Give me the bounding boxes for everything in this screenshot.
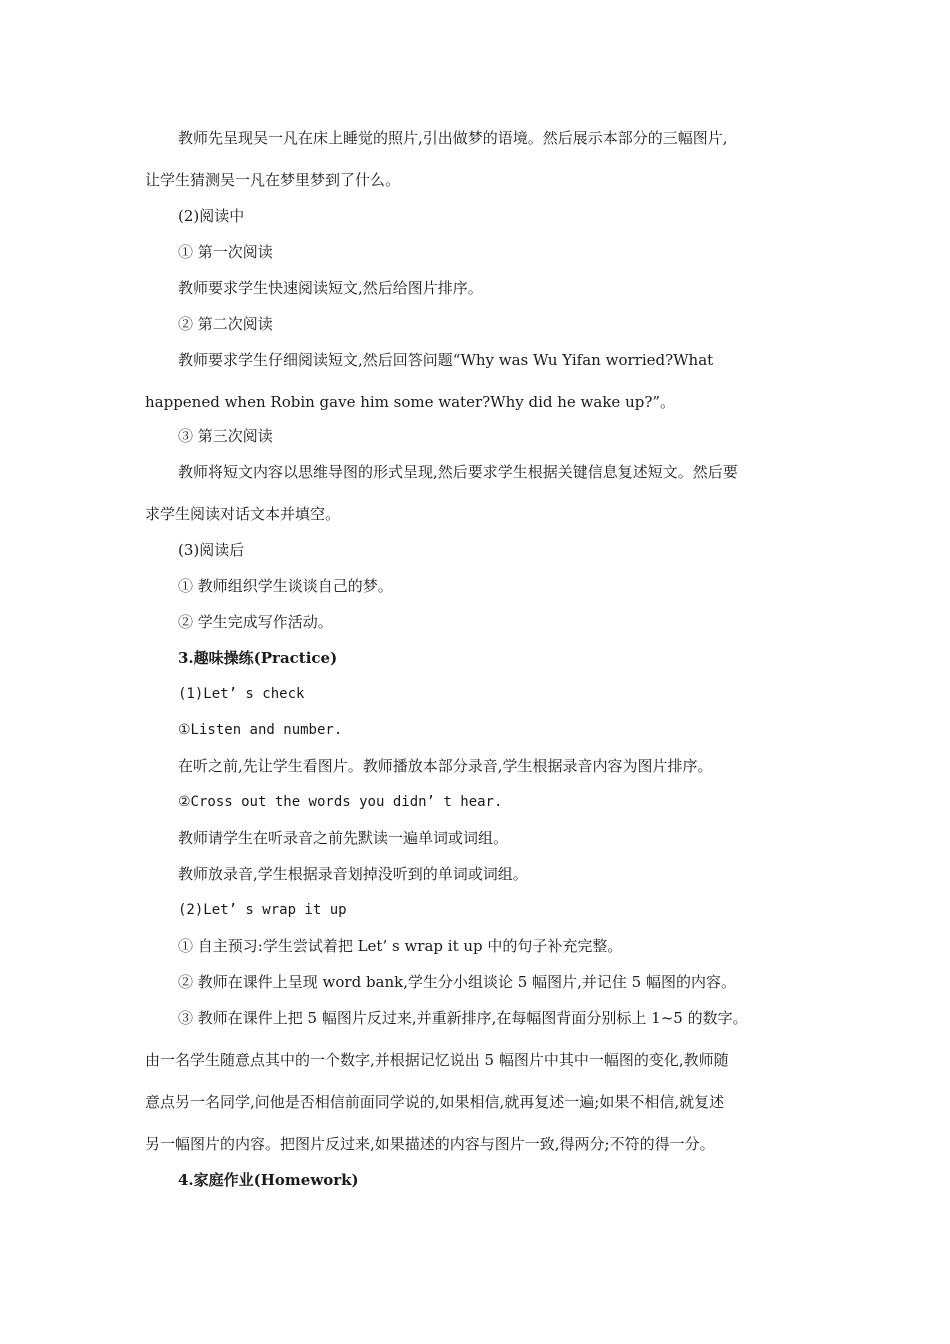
wrap-item-3-line-2: 由一名学生随意点其中的一个数字,并根据记忆说出 5 幅图片中其中一幅图的变化,教师随 xyxy=(145,1051,729,1069)
first-reading-label: ① 第一次阅读 xyxy=(178,243,273,261)
third-reading-label: ③ 第三次阅读 xyxy=(178,427,273,445)
section-3-title: 3.趣味操练(Practice) xyxy=(178,649,338,667)
paragraph-1-line-2: 让学生猜测吴一凡在梦里梦到了什么。 xyxy=(145,171,401,189)
wrap-item-3-line-1: ③ 教师在课件上把 5 幅图片反过来,并重新排序,在每幅图背面分别标上 1~5 的数字。 xyxy=(178,1009,748,1027)
section-4-title: 4.家庭作业(Homework) xyxy=(178,1171,359,1189)
heading-while-reading: (2)阅读中 xyxy=(178,207,245,225)
paragraph-1-line-1: 教师先呈现吴一凡在床上睡觉的照片,引出做梦的语境。然后展示本部分的三幅图片, xyxy=(178,129,728,147)
listen-number-instruction: ①Listen and number. xyxy=(178,722,343,738)
cross-out-text-2: 教师放录音,学生根据录音划掉没听到的单词或词组。 xyxy=(178,865,528,883)
wrap-item-2: ② 教师在课件上呈现 word bank,学生分小组谈论 5 幅图片,并记住 5 幅图的内容。 xyxy=(178,973,736,991)
second-reading-label: ② 第二次阅读 xyxy=(178,315,273,333)
listen-number-text: 在听之前,先让学生看图片。教师播放本部分录音,学生根据录音内容为图片排序。 xyxy=(178,757,713,775)
after-reading-item-2: ② 学生完成写作活动。 xyxy=(178,613,333,631)
cross-out-text-1: 教师请学生在听录音之前先默读一遍单词或词组。 xyxy=(178,829,509,847)
third-reading-text-line-1: 教师将短文内容以思维导图的形式呈现,然后要求学生根据关键信息复述短文。然后要 xyxy=(178,463,738,481)
lets-wrap-heading: (2)Let’ s wrap it up xyxy=(178,902,347,918)
third-reading-text-line-2: 求学生阅读对话文本并填空。 xyxy=(145,505,341,523)
cross-out-instruction: ②Cross out the words you didn’ t hear. xyxy=(178,794,503,810)
wrap-item-3-line-4: 另一幅图片的内容。把图片反过来,如果描述的内容与图片一致,得两分;不符的得一分。 xyxy=(145,1135,715,1153)
wrap-item-3-line-3: 意点另一名同学,问他是否相信前面同学说的,如果相信,就再复述一遍;如果不相信,就复述 xyxy=(145,1093,725,1111)
second-reading-text-line-1: 教师要求学生仔细阅读短文,然后回答问题“Why was Wu Yifan worried?What xyxy=(178,351,714,369)
wrap-item-1: ① 自主预习:学生尝试着把 Let’ s wrap it up 中的句子补充完整。 xyxy=(178,937,623,955)
lets-check-heading: (1)Let’ s check xyxy=(178,686,305,702)
heading-after-reading: (3)阅读后 xyxy=(178,541,245,559)
second-reading-text-line-2: happened when Robin gave him some water?Why did he wake up?”。 xyxy=(145,393,676,411)
first-reading-text: 教师要求学生快速阅读短文,然后给图片排序。 xyxy=(178,279,483,297)
after-reading-item-1: ① 教师组织学生谈谈自己的梦。 xyxy=(178,577,393,595)
